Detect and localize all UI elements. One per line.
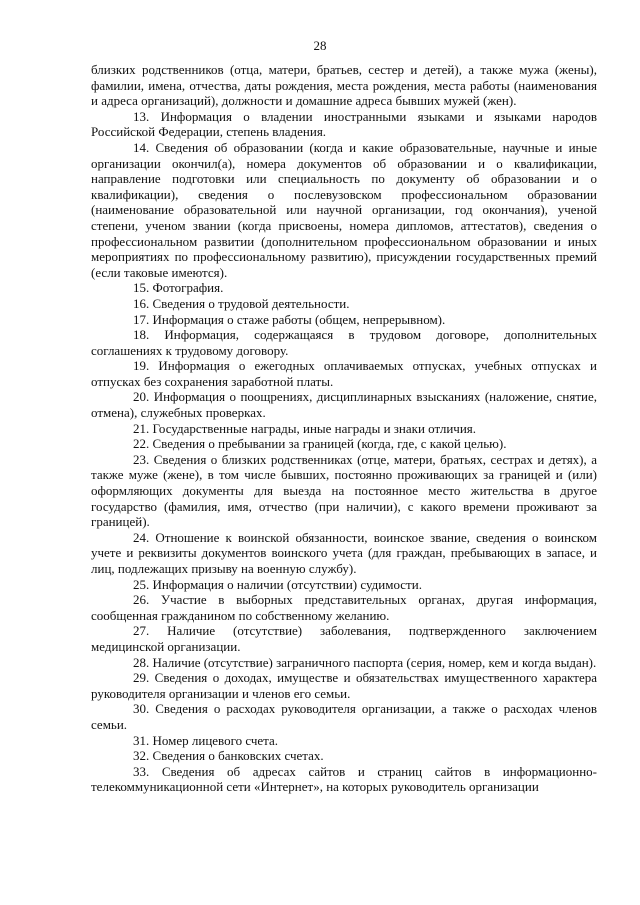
paragraph: 24. Отношение к воинской обязанности, воинское звание, сведения о воинском учете и реквизиты документов воинского учета (для граждан, пребывающих в запасе, и лиц, подлежащих призыву на военную службу). [91,529,597,576]
paragraph: 15. Фотография. [133,280,224,296]
paragraph: 33. Сведения об адресах сайтов и страниц сайтов в информационно-телекоммуникационной сети «Интернет», на которых руководитель организации [91,763,597,795]
paragraph: 19. Информация о ежегодных оплачиваемых отпусках, учебных отпусках и отпусках без сохранения заработной платы. [91,358,597,389]
paragraph: 17. Информация о стаже работы (общем, непрерывном). [133,311,446,327]
paragraph: 28. Наличие (отсутствие) заграничного паспорта (серия, номер, кем и когда выдан). [133,654,597,670]
paragraph: 16. Сведения о трудовой деятельности. [133,295,350,311]
paragraph: 21. Государственные награды, иные награды и знаки отличия. [133,420,477,436]
paragraph: 29. Сведения о доходах, имуществе и обязательствах имущественного характера руководителя организации и членов его семьи. [91,670,597,701]
document-body [91,62,597,795]
page-number: 28 [313,38,327,53]
paragraph: 23. Сведения о близких родственниках (отце, матери, братьях, сестрах и детях), а также муже (жене), в том числе бывших, постоянно проживающих за границей и (или) оформляющих документы для выезда на постоянное место жительства в другое государство (фамилия, имя, отчество (при наличии), с какого времени проживают за границей). [91,451,597,530]
paragraph: 18. Информация, содержащаяся в трудовом договоре, дополнительных соглашениях к трудовому договору. [91,327,597,358]
paragraph: 31. Номер лицевого счета. [133,732,279,748]
paragraph: 22. Сведения о пребывании за границей (когда, где, с какой целью). [133,436,507,452]
paragraph: 27. Наличие (отсутствие) заболевания, подтвержденного заключением медицинской организации. [91,623,597,654]
paragraph: 26. Участие в выборных представительных органах, другая информация, сообщенная гражданином по собственному желанию. [91,592,597,623]
paragraph: 14. Сведения об образовании (когда и какие образовательные, научные и иные организации окончил(а), номера документов об образовании и о квалификации, направление подготовки или специальность по документу об образовании и о квалификации), сведения о послевузовском профессиональном образовании (наименование образовательной или научной организации, год окончания), ученой степени, ученом звании (когда присвоены, номера дипломов, аттестатов), сведения о профессиональном развитии (дополнительном профессиональном образовании и иных мероприятиях по профессиональному развитию), присуждении государственных премий (если таковые имеются). [91,139,597,280]
paragraph: 30. Сведения о расходах руководителя организации, а также о расходах членов семьи. [91,701,597,732]
paragraph: 32. Сведения о банковских счетах. [133,748,324,764]
paragraph: 25. Информация о наличии (отсутствии) судимости. [133,576,422,592]
paragraph: 13. Информация о владении иностранными языками и языками народов Российской Федерации, степень владения. [91,108,597,140]
paragraph: близких родственников (отца, матери, братьев, сестер и детей), а также мужа (жены), фамилии, имена, отчества, даты рождения, места рождения, места работы (наименования и адреса организаций), должности и домашние адреса бывших мужей (жен). [91,62,597,109]
paragraph: 20. Информация о поощрениях, дисциплинарных взысканиях (наложение, снятие, отмена), служебных проверках. [91,389,597,421]
